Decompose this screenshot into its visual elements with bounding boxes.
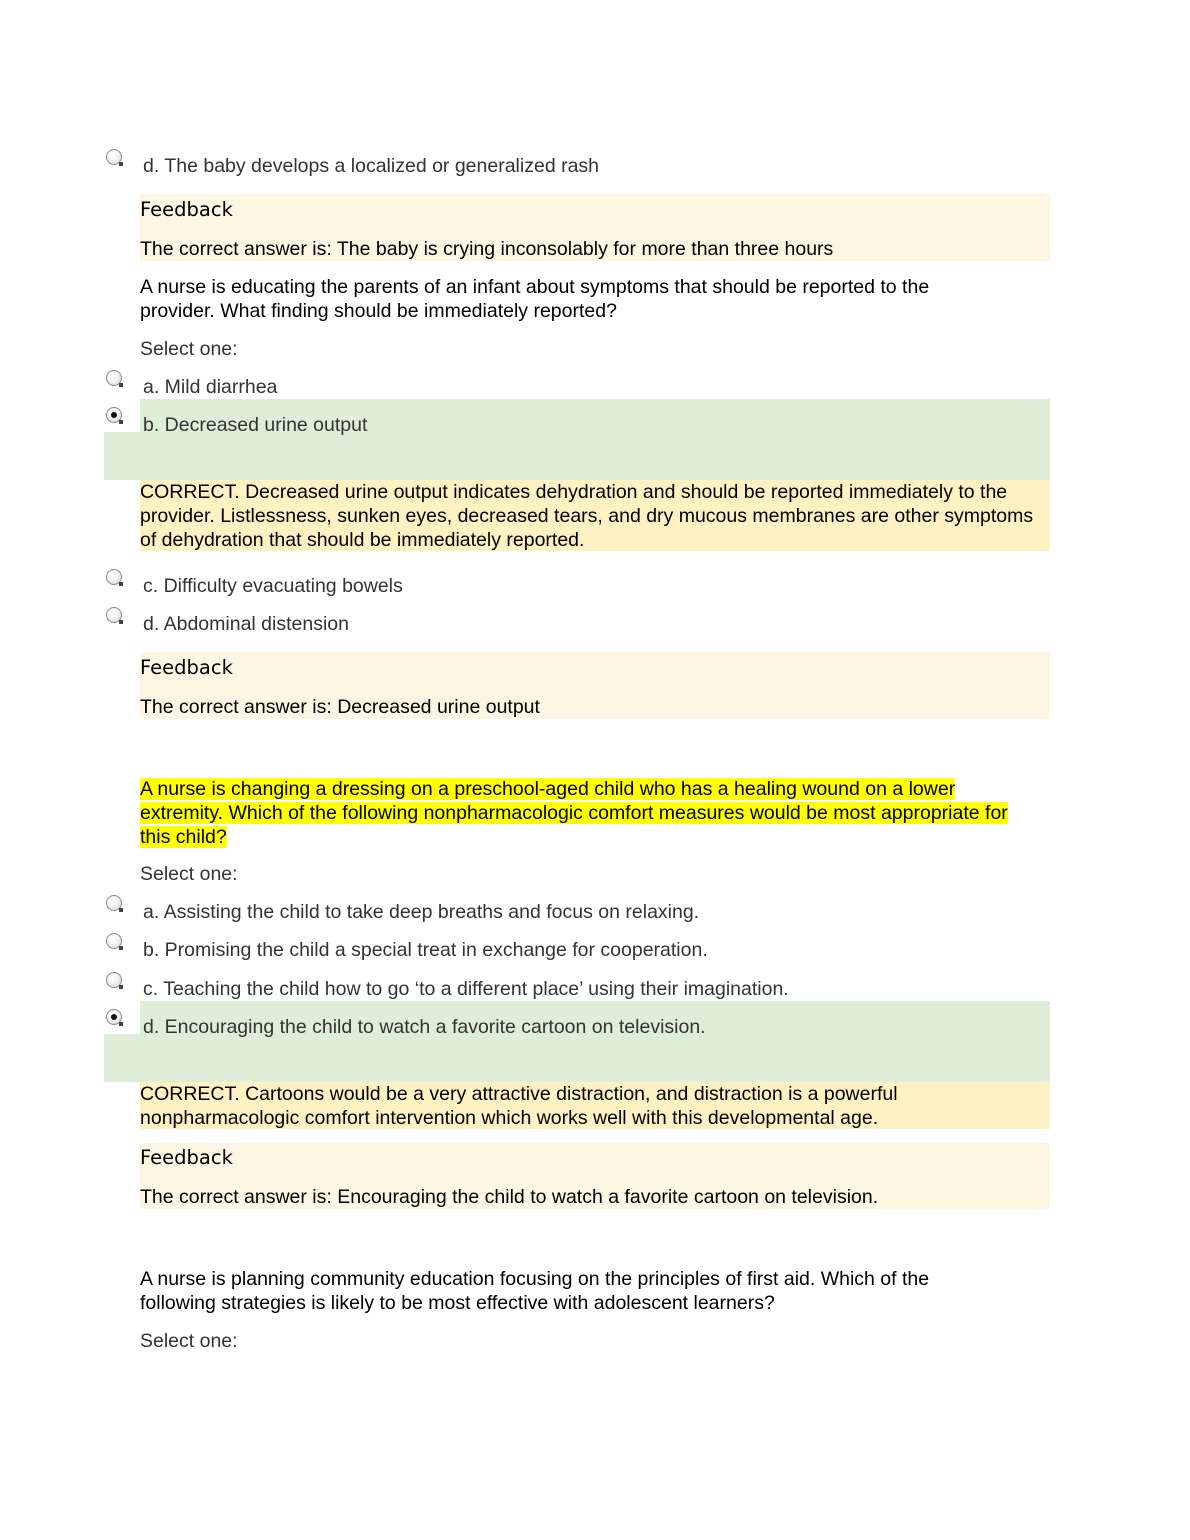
feedback-title-q1: Feedback — [140, 656, 233, 679]
radio-q2-a[interactable] — [106, 895, 122, 911]
correct-note-q2 — [140, 1082, 1050, 1129]
radio-q2-c[interactable] — [106, 972, 122, 988]
radio-q1-c[interactable] — [106, 569, 122, 585]
option-q2-c[interactable]: c. Teaching the child how to go ‘to a different place’ using their imagination. — [143, 978, 789, 1000]
correct-note-q1 — [140, 480, 1050, 551]
option-q2-a[interactable]: a. Assisting the child to take deep breaths and focus on relaxing. — [143, 901, 700, 923]
option-q1-a[interactable]: a. Mild diarrhea — [143, 376, 278, 398]
selected-highlight-q2-bottom — [104, 1034, 1050, 1082]
option-q1-c[interactable]: c. Difficulty evacuating bowels — [143, 575, 403, 597]
radio-q1-a[interactable] — [106, 370, 122, 386]
correct-note-q1-text: CORRECT. Decreased urine output indicates dehydration and should be reported immediately to the provider. Listlessness, sunken eyes, decreased tears, and dry mucous membranes are other symptoms of dehydration that should be immediately reported. — [140, 481, 1034, 551]
option-q0-d[interactable]: d. The baby develops a localized or generalized rash — [143, 155, 600, 177]
radio-q2-d-checked[interactable] — [106, 1009, 122, 1025]
feedback-text-q1: The correct answer is: Decreased urine output — [140, 696, 540, 718]
feedback-text-q2: The correct answer is: Encouraging the child to watch a favorite cartoon on television. — [140, 1186, 879, 1208]
radio-q1-d[interactable] — [106, 607, 122, 623]
select-label-q3: Select one: — [140, 1330, 238, 1352]
feedback-text-q0: The correct answer is: The baby is crying inconsolably for more than three hours — [140, 238, 834, 260]
question-q1: A nurse is educating the parents of an infant about symptoms that should be reported to the provider. What finding should be immediately reported? — [140, 276, 930, 322]
radio-q0-d[interactable] — [106, 149, 122, 165]
option-q2-b[interactable]: b. Promising the child a special treat in exchange for cooperation. — [143, 939, 708, 961]
correct-note-q2-text: CORRECT. Cartoons would be a very attractive distraction, and distraction is a powerful nonpharmacologic comfort intervention which works well with this developmental age. — [140, 1083, 898, 1129]
option-q1-b[interactable]: b. Decreased urine output — [143, 414, 368, 436]
feedback-title-q0: Feedback — [140, 198, 233, 221]
option-q1-d[interactable]: d. Abdominal distension — [143, 613, 349, 635]
feedback-title-q2: Feedback — [140, 1146, 233, 1169]
question-q2 — [140, 777, 1035, 849]
question-q3: A nurse is planning community education focusing on the principles of first aid. Which of the following strategies is likely to be most effective with adolescent learners? — [140, 1268, 930, 1314]
select-label-q1: Select one: — [140, 338, 238, 360]
option-q2-d[interactable]: d. Encouraging the child to watch a favorite cartoon on television. — [143, 1016, 706, 1038]
selected-highlight-q1-bottom — [104, 432, 1050, 480]
radio-q2-b[interactable] — [106, 933, 122, 949]
radio-q1-b-checked[interactable] — [106, 407, 122, 423]
question-q2-highlight: A nurse is changing a dressing on a preschool-aged child who has a healing wound on a lower extremity. Which of the following nonpharmacologic comfort measures would be most appropriate for this child? — [140, 778, 1008, 848]
select-label-q2: Select one: — [140, 863, 238, 885]
